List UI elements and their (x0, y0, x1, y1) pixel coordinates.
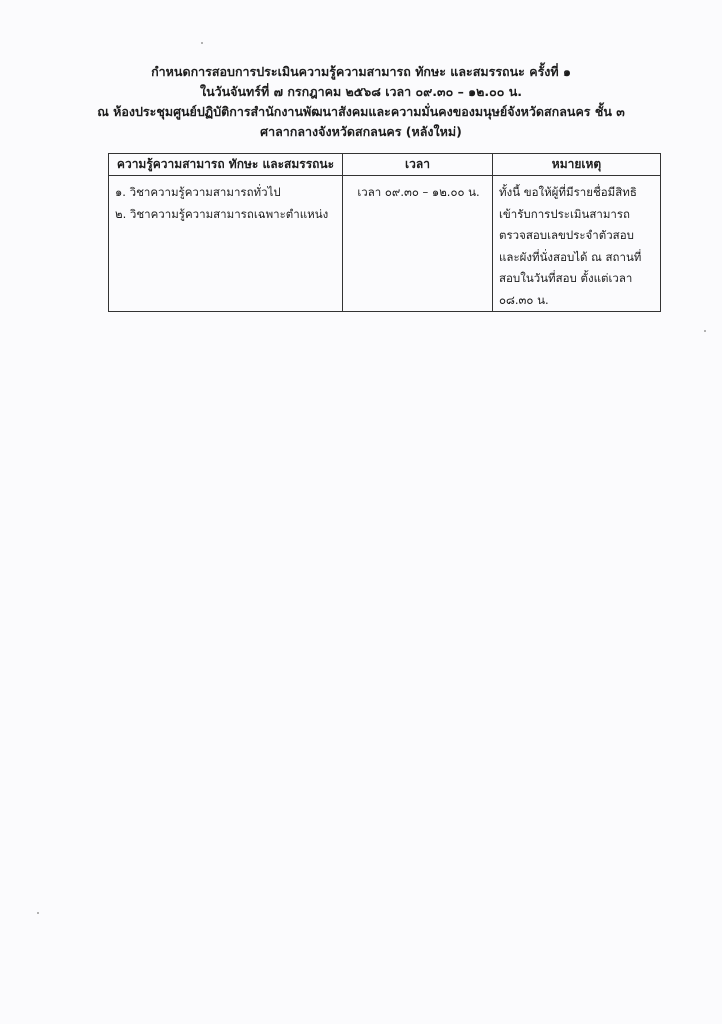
remarks-cell (493, 176, 661, 312)
column-header-remarks: หมายเหตุ (493, 154, 661, 176)
remark-line: ตรวจสอบเลขประจำตัวสอบ (499, 228, 634, 242)
remark-line: และผังที่นั่งสอบได้ ณ สถานที่ (499, 249, 642, 264)
column-header-subjects: ความรู้ความสามารถ ทักษะ และสมรรถนะ (109, 154, 343, 176)
schedule-header (0, 62, 722, 142)
header-venue: ณ ห้องประชุมศูนย์ปฏิบัติการสำนักงานพัฒนาสังคมและความมั่นคงของมนุษย์จังหวัดสกลนคร ชั้น ๓ (97, 104, 625, 119)
remark-line: สอบในวันที่สอบ ตั้งแต่เวลา (499, 271, 633, 285)
table-row (109, 176, 661, 312)
subjects-cell (109, 176, 343, 312)
column-header-time: เวลา (343, 154, 493, 176)
header-building: ศาลากลางจังหวัดสกลนคร (หลังใหม่) (260, 124, 462, 139)
time-cell: เวลา ๐๙.๓๐ – ๑๒.๐๐ น. (343, 176, 493, 312)
remark-line: ๐๘.๓๐ น. (499, 292, 549, 307)
scan-speck (37, 912, 39, 914)
subject-item: ๑. วิชาความรู้ความสามารถทั่วไป (115, 185, 281, 199)
subject-item: ๒. วิชาความรู้ความสามารถเฉพาะตำแหน่ง (115, 206, 329, 221)
scan-speck (704, 330, 706, 332)
remark-line: ทั้งนี้ ขอให้ผู้ที่มีรายชื่อมีสิทธิ (499, 185, 637, 199)
schedule-table (108, 153, 661, 312)
scan-speck (201, 42, 203, 44)
header-title: กำหนดการสอบการประเมินความรู้ความสามารถ ทักษะ และสมรรถนะ ครั้งที่ ๑ (151, 64, 571, 79)
header-date-time: ในวันจันทร์ที่ ๗ กรกฎาคม ๒๕๖๘ เวลา ๐๙.๓๐ – ๑๒.๐๐ น. (199, 84, 523, 99)
remark-line: เข้ารับการประเมินสามารถ (499, 206, 631, 221)
table-header-row (109, 154, 661, 176)
